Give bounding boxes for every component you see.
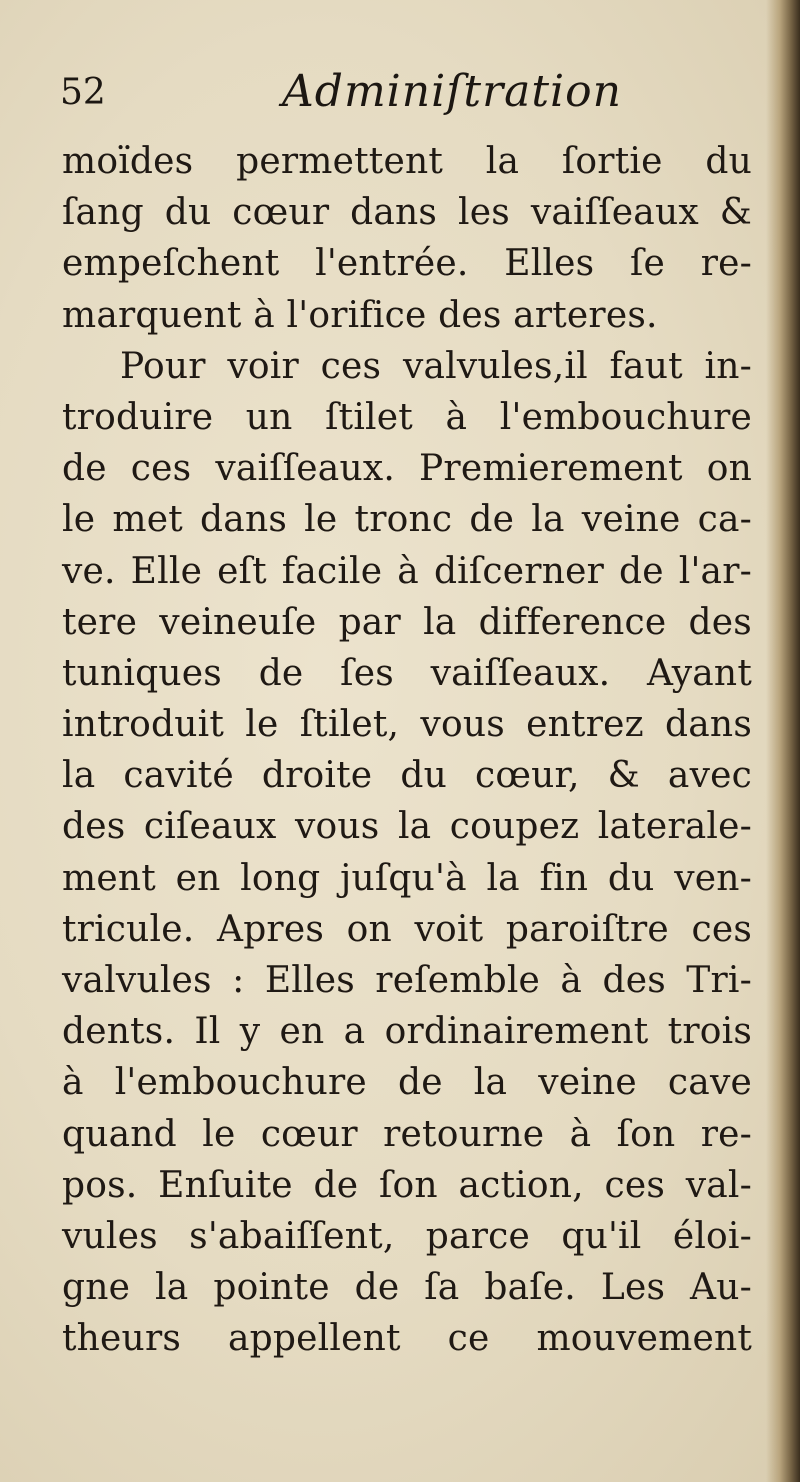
text-line: introduit le ſtilet, vous entrez dans [62, 704, 752, 746]
text-line: moïdes permettent la ſortie du [62, 141, 752, 182]
text-line: ve. Elle eſt facile à diſcerner de l'ar- [62, 550, 752, 592]
page-edge-shadow [766, 0, 800, 1482]
text-line: tuniques de ſes vaiſſeaux. Ayant [62, 652, 752, 694]
text-line: ſang du cœur dans les vaiſſeaux & [62, 192, 752, 234]
text-line: ment en long juſqu'à la fin du ven- [62, 857, 752, 899]
text-line: Pour voir ces valvules,il faut in- [120, 345, 752, 387]
text-line: quand le cœur retourne à ſon re- [62, 1113, 752, 1155]
text-line: valvules : Elles reſemble à des Tri- [62, 960, 752, 1001]
text-line: à l'embouchure de la veine cave [62, 1062, 752, 1104]
text-line: de ces vaiſſeaux. Premierement on [62, 448, 752, 490]
text-line: des ciſeaux vous la coupez laterale- [62, 806, 752, 848]
text-line: gne la pointe de ſa baſe. Les Au- [62, 1267, 752, 1309]
text-line: dents. Il y en a ordinairement trois [62, 1011, 752, 1053]
text-line: troduire un ſtilet à l'embouchure [62, 396, 752, 438]
running-head [60, 66, 740, 136]
body-text [62, 136, 752, 1365]
text-line: vules s'abaiſſent, parce qu'il éloi- [62, 1215, 752, 1257]
text-line: la cavité droite du cœur, & avec [62, 755, 752, 797]
text-line: pos. Enſuite de ſon action, ces val- [62, 1164, 752, 1206]
text-line: marquent à l'orifice des arteres. [62, 294, 658, 336]
running-title: Adminiſtration [282, 66, 622, 117]
text-line: tere veineuſe par la difference des [62, 601, 752, 643]
text-line: le met dans le tronc de la veine ca- [62, 499, 752, 541]
text-line: empeſchent l'entrée. Elles ſe re- [62, 243, 752, 285]
text-line: theurs appellent ce mouvement [62, 1318, 752, 1360]
text-line: tricule. Apres on voit paroiſtre ces [62, 908, 752, 950]
page-number: 52 [60, 72, 106, 113]
